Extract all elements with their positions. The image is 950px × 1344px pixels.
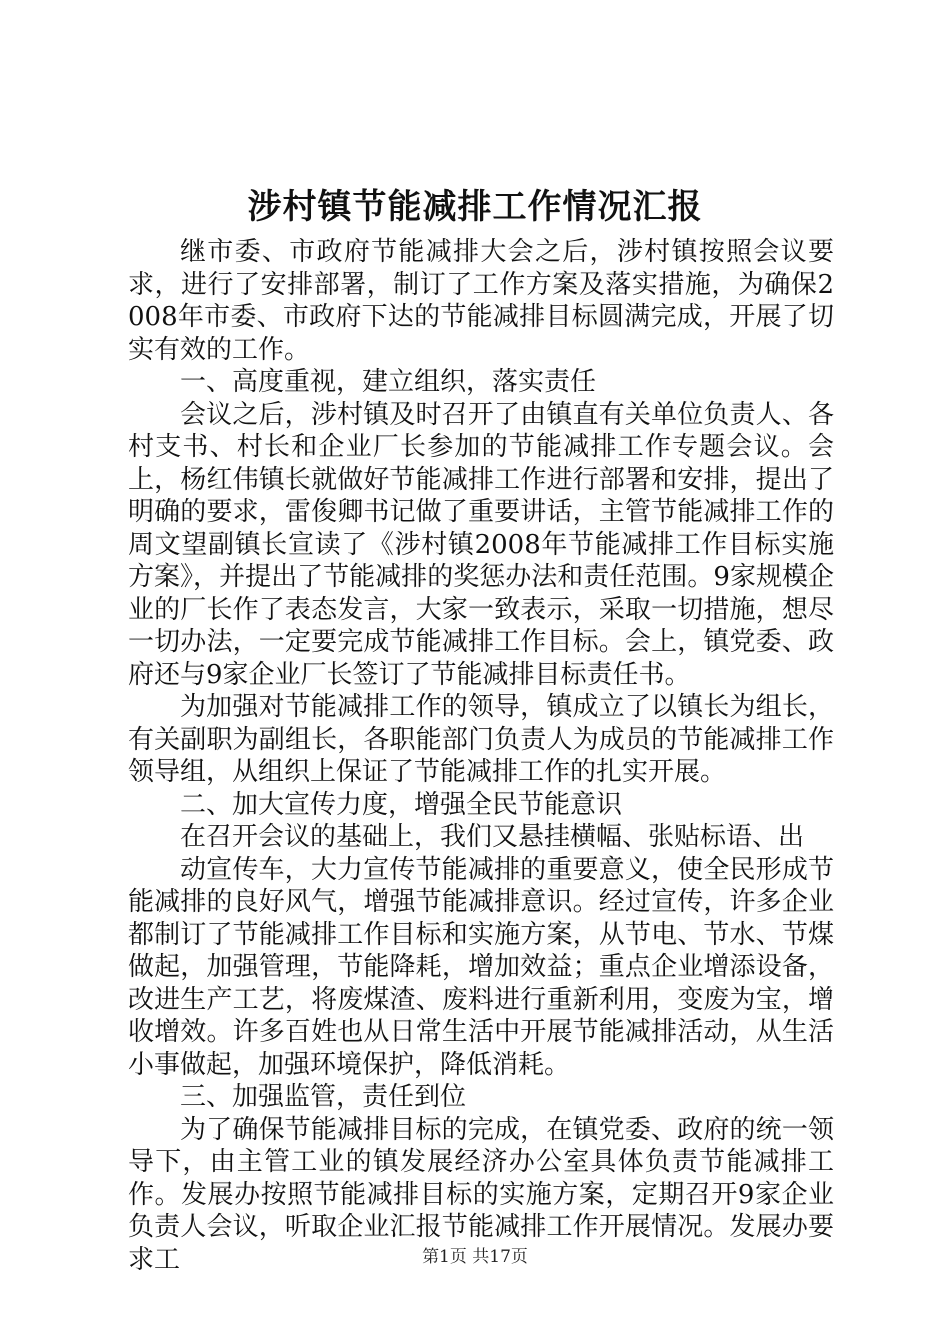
paragraph-supervision: 为了确保节能减排目标的完成，在镇党委、政府的统一领导下，由主管工业的镇发展经济办公室具体负责节能减排工作。发展办按照节能减排目标的实施方案，定期召开9家企业负责人会议，听取企业汇报节能减排工作开展情况。发展办要求工 <box>128 1114 834 1275</box>
page-number: 第1页 共17页 <box>422 1247 528 1267</box>
section-heading-2: 二、加大宣传力度，增强全民节能意识 <box>180 789 623 820</box>
paragraph-leadership-group: 为加强对节能减排工作的领导，镇成立了以镇长为组长，有关副职为副组长，各职能部门负责人为成员的节能减排工作领导组，从组织上保证了节能减排工作的扎实开展。 <box>128 692 834 787</box>
paragraph-publicity: 动宣传车，大力宣传节能减排的重要意义，使全民形成节能减排的良好风气，增强节能减排意识。经过宣传，许多企业都制订了节能减排工作目标和实施方案，从节电、节水、节煤做起，加强管理，节能降耗，增加效益；重点企业增添设备，改进生产工艺，将废煤渣、废料进行重新利用，变废为宝，增收增效。许多百姓也从日常生活中开展节能减排活动，从生活小事做起，加强环境保护，降低消耗。 <box>128 854 834 1080</box>
section-heading-3: 三、加强监管，责任到位 <box>180 1082 467 1112</box>
paragraph-intro: 继市委、市政府节能减排大会之后，涉村镇按照会议要求，进行了安排部署，制订了工作方案及落实措施，为确保2008年市委、市政府下达的节能减排目标圆满完成，开展了切实有效的工作。 <box>128 237 834 365</box>
paragraph-meeting: 会议之后，涉村镇及时召开了由镇直有关单位负责人、各村支书、村长和企业厂长参加的节能减排工作专题会议。会上，杨红伟镇长就做好节能减排工作进行部署和安排，提出了明确的要求，雷俊卿书记做了重要讲话，主管节能减排工作的周文望副镇长宣读了《涉村镇2008年节能减排工作目标实施方案》，并提出了节能减排的奖惩办法和责任范围。9家规模企业的厂长作了表态发言，大家一致表示，采取一切措施，想尽一切办法，一定要完成节能减排工作目标。会上，镇党委、政府还与9家企业厂长签订了节能减排目标责任书。 <box>128 399 834 690</box>
document-body <box>128 236 834 1276</box>
document-title: 涉村镇节能减排工作情况汇报 <box>247 187 703 227</box>
paragraph-publicity-start: 在召开会议的基础上，我们又悬挂横幅、张贴标语、出 <box>180 822 805 852</box>
section-heading-1: 一、高度重视，建立组织，落实责任 <box>180 367 597 397</box>
